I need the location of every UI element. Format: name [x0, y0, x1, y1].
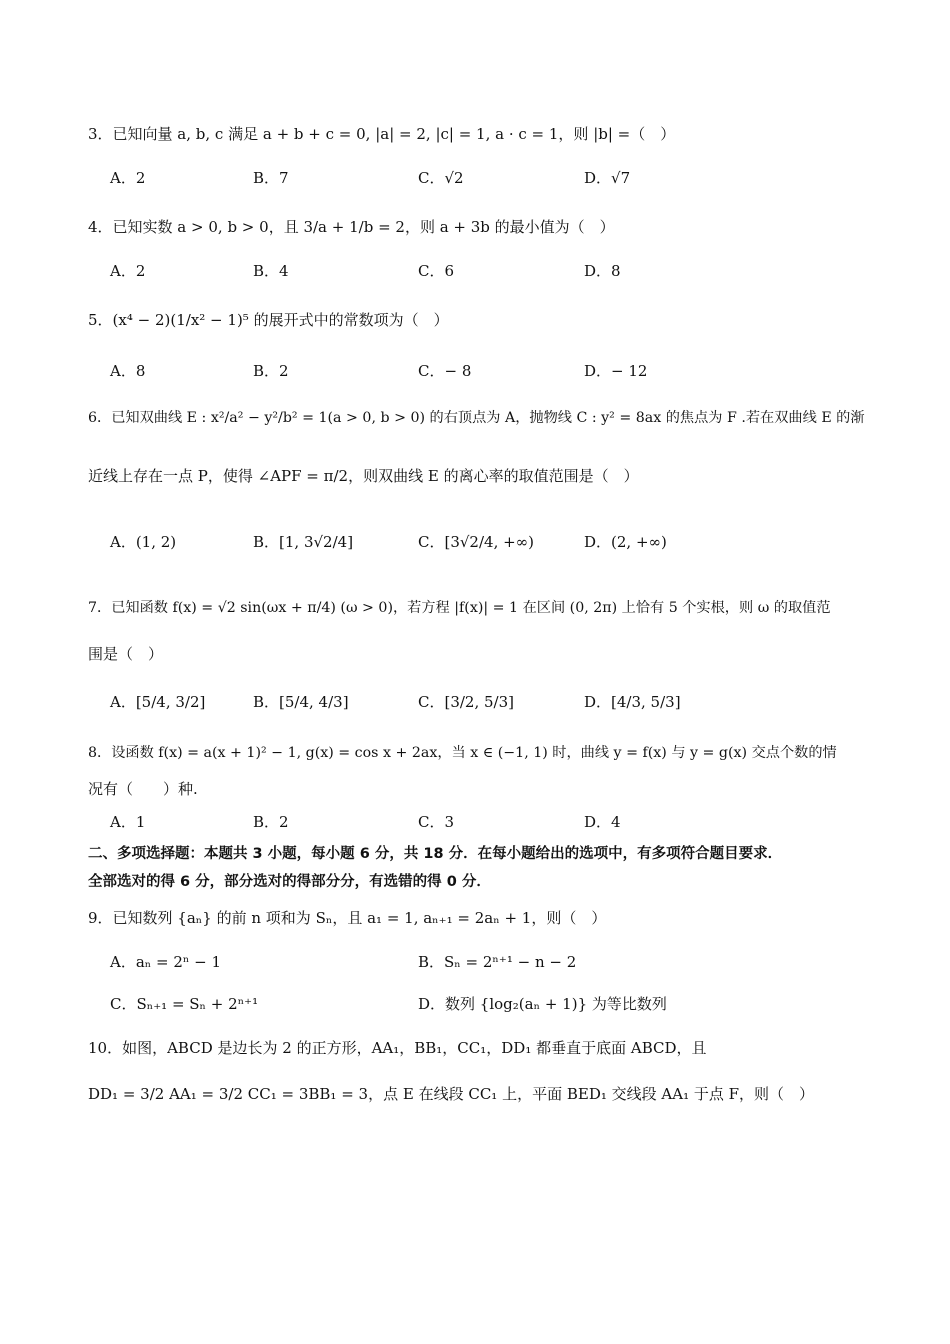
q9-options-row2	[110, 990, 910, 1020]
q3-options	[110, 164, 910, 194]
q6-option-c[interactable]: C．[3√2/4, +∞)	[418, 533, 535, 551]
q3-stem: 3．已知向量 a, b, c 满足 a + b + c = 0, |a| = 2, |c| = 1, a · c = 1，则 |b| =（ ）	[88, 125, 676, 143]
q4-stem: 4．已知实数 a > 0, b > 0，且 3/a + 1/b = 2，则 a + 3b 的最小值为（ ）	[88, 218, 615, 236]
q6-option-d[interactable]: D．(2, +∞)	[584, 533, 667, 551]
q7-stem-line2: 围是（ ）	[88, 645, 164, 663]
q8-option-a[interactable]: A．1	[110, 813, 146, 831]
q7-stem-line1: 7．已知函数 f(x) = √2 sin(ωx + π/4) (ω > 0)，若方程 |f(x)| = 1 在区间 (0, 2π) 上恰有 5 个实根，则 ω 的取值范	[88, 600, 831, 616]
q6-stem-line2: 近线上存在一点 P，使得 ∠APF = π/2，则双曲线 E 的离心率的取值范围是（ ）	[88, 467, 639, 485]
section-2-heading-line2: 全部选对的得 6 分，部分选对的得部分分，有选错的得 0 分．	[88, 874, 491, 890]
q7-options	[110, 688, 910, 718]
q8-stem-line1: 8．设函数 f(x) = a(x + 1)² − 1, g(x) = cos x + 2ax，当 x ∈ (−1, 1) 时，曲线 y = f(x) 与 y = g(x) 交点个数的情	[88, 745, 837, 761]
q6-stem-line1: 6．已知双曲线 E : x²/a² − y²/b² = 1(a > 0, b > 0) 的右顶点为 A，抛物线 C : y² = 8ax 的焦点为 F .若在双曲线 E 的渐	[88, 410, 865, 426]
q3-option-a[interactable]: A．2	[110, 169, 146, 187]
q4-option-a[interactable]: A．2	[110, 262, 146, 280]
section-2-heading-line1: 二、多项选择题：本题共 3 小题，每小题 6 分，共 18 分．在每小题给出的选项中，有多项符合题目要求．	[88, 846, 783, 862]
q10-stem-line1: 10．如图，ABCD 是边长为 2 的正方形，AA₁，BB₁，CC₁，DD₁ 都垂直于底面 ABCD，且	[88, 1039, 707, 1057]
q4-option-b[interactable]: B．4	[253, 262, 289, 280]
q9-option-d[interactable]: D．数列 {log₂(aₙ + 1)} 为等比数列	[418, 995, 667, 1013]
q9-option-c[interactable]: C．Sₙ₊₁ = Sₙ + 2ⁿ⁺¹	[110, 995, 259, 1013]
q5-option-a[interactable]: A．8	[110, 362, 146, 380]
q4-option-c[interactable]: C．6	[418, 262, 455, 280]
q8-option-d[interactable]: D．4	[584, 813, 621, 831]
q3-option-c[interactable]: C．√2	[418, 169, 464, 187]
q9-option-b[interactable]: B．Sₙ = 2ⁿ⁺¹ − n − 2	[418, 953, 577, 971]
q5-options	[110, 357, 910, 387]
q7-option-a[interactable]: A．[5/4, 3/2]	[110, 693, 206, 711]
q10-stem-line2: DD₁ = 3/2 AA₁ = 3/2 CC₁ = 3BB₁ = 3，点 E 在线段 CC₁ 上，平面 BED₁ 交线段 AA₁ 于点 F，则（ ）	[88, 1085, 815, 1103]
q5-stem: 5．(x⁴ − 2)(1/x² − 1)⁵ 的展开式中的常数项为（ ）	[88, 311, 449, 329]
q8-option-c[interactable]: C．3	[418, 813, 455, 831]
q3-option-b[interactable]: B．7	[253, 169, 289, 187]
q6-options	[110, 528, 910, 558]
q8-stem-line2: 况有（ ）种.	[88, 780, 198, 798]
q6-option-a[interactable]: A．(1, 2)	[110, 533, 177, 551]
q7-option-c[interactable]: C．[3/2, 5/3]	[418, 693, 514, 711]
q8-options	[110, 808, 910, 838]
q7-option-d[interactable]: D．[4/3, 5/3]	[584, 693, 681, 711]
q9-option-a[interactable]: A．aₙ = 2ⁿ − 1	[110, 953, 222, 971]
q7-option-b[interactable]: B．[5/4, 4/3]	[253, 693, 349, 711]
q5-option-d[interactable]: D．− 12	[584, 362, 648, 380]
q4-options	[110, 257, 910, 287]
q9-options-row1	[110, 948, 910, 978]
q9-stem: 9．已知数列 {aₙ} 的前 n 项和为 Sₙ，且 a₁ = 1, aₙ₊₁ = 2aₙ + 1，则（ ）	[88, 909, 607, 927]
q5-option-b[interactable]: B．2	[253, 362, 289, 380]
q4-option-d[interactable]: D．8	[584, 262, 621, 280]
q3-option-d[interactable]: D．√7	[584, 169, 631, 187]
q6-option-b[interactable]: B．[1, 3√2/4]	[253, 533, 354, 551]
q8-option-b[interactable]: B．2	[253, 813, 289, 831]
q5-option-c[interactable]: C．− 8	[418, 362, 472, 380]
